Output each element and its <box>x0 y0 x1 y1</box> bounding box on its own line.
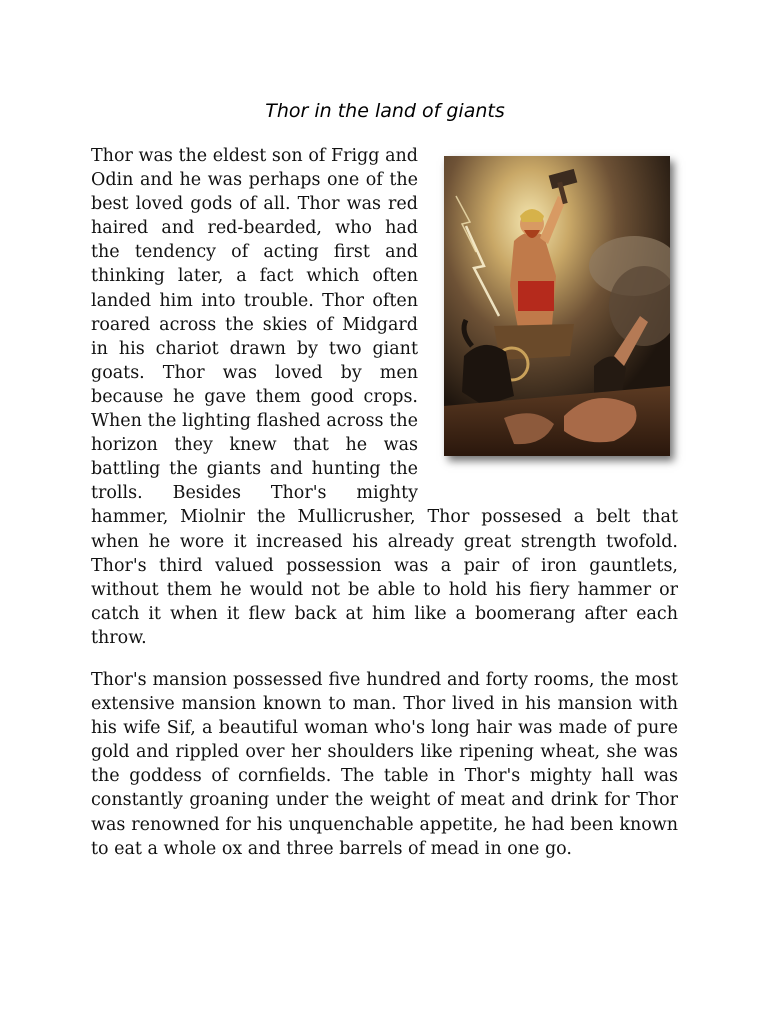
painting-figure <box>434 144 678 492</box>
thor-painting-image <box>444 156 670 456</box>
page-title: Thor in the land of giants <box>265 100 505 122</box>
painting-illustration <box>444 156 670 456</box>
paragraph-2: Thor's mansion possessed five hundred and forty rooms, the most extensive mansion known to man. Thor lived in his mansion with his wife Sif, a beautiful woman who's long hair was made of pure gold and rippled over her shoulders like ripening wheat, she was the goddess of cornfields. The table in Thor's mighty hall was constantly groaning under the weight of meat and drink for Thor was renowned for his unquenchable appetite, he had been known to eat a whole ox and three barrels of mead in one go. <box>91 669 678 859</box>
paragraph-1: Thor was the eldest son of Frigg and Odin and he was perhaps one of the best loved gods of all. Thor was red haired and red-bearded, who had the tendency of acting first and thinking later, a fact which often landed him into trouble. Thor often roared across the skies of Midgard in his chariot drawn by two giant goats. Thor was loved by men because he gave them good crops. When the lighting flashed across the horizon they knew that he was battling the giants and hunting the trolls. Besides Thor's mighty hammer, Miolnir the Mullicrusher, Thor possesed a belt that when he wore it increased his already great strength twofold. Thor's third valued possession was a pair of iron gauntlets, without them he would not be able to hold his fiery hammer or catch it when it flew back at him like a boomerang after each throw. <box>91 146 678 648</box>
article-body <box>91 144 678 879</box>
